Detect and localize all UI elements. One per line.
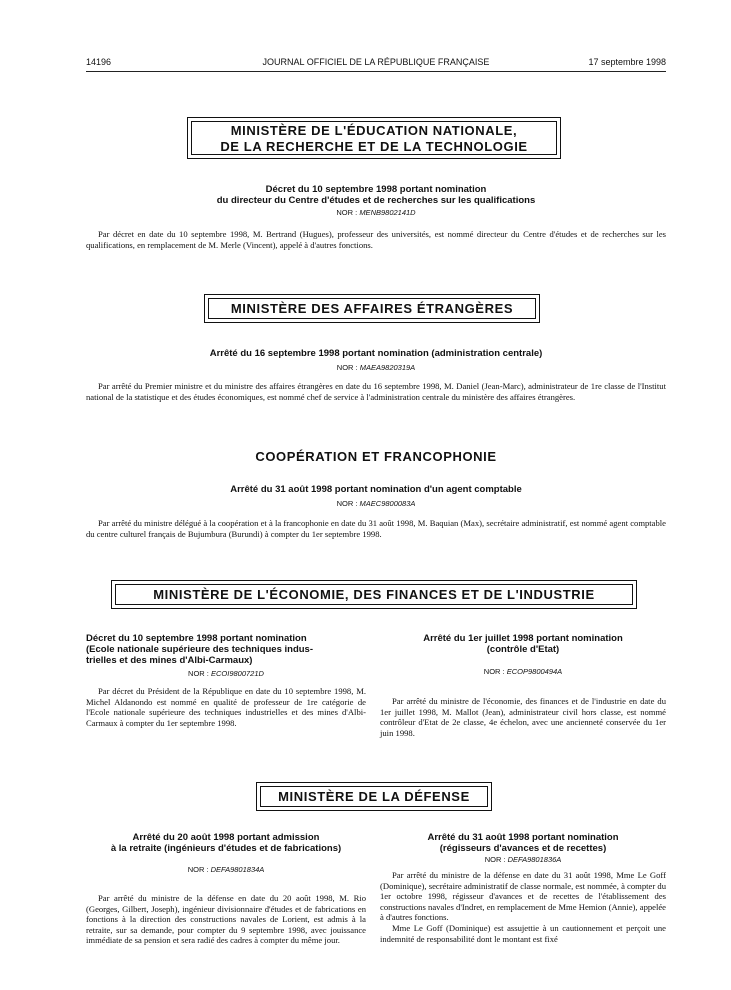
page-header	[86, 57, 666, 71]
decree-body: Par décret en date du 10 septembre 1998, M. Bertrand (Hugues), professeur des universités, est nommé directeur du Centre d'études et de recherches sur les qualifications, en remplacement de M. Merle (Vincent), appelé à d'autres fonctions.	[86, 229, 666, 250]
left-decree-title: Décret du 10 septembre 1998 portant nomination (Ecole nationale supérieure des techniques indus- trielles et des mines d'Albi-Carmaux)	[86, 633, 313, 666]
heading-inner-frame	[191, 121, 557, 155]
header-rule	[86, 71, 666, 72]
right-nor-reference: NOR : ECOP9800494A	[483, 667, 563, 676]
section-heading-foreign-affairs: MINISTÈRE DES AFFAIRES ÉTRANGÈRES	[204, 294, 540, 323]
page-number: 14196	[86, 57, 112, 67]
left-arrete-title: Arrêté du 20 août 1998 portant admission à la retraite (ingénieurs d'études et de fabrications)	[110, 832, 342, 854]
right-nor-reference: NOR : DEFA9801836A	[484, 855, 562, 864]
section-heading-cooperation: COOPÉRATION ET FRANCOPHONIE	[255, 449, 497, 464]
section-heading-defense: MINISTÈRE DE LA DÉFENSE	[256, 782, 492, 811]
right-arrete-body: Par arrêté du ministre de l'économie, des finances et de l'industrie en date du 1er juillet 1998, M. Mallot (Jean), administrateur civil hors classe, est nommé contrôleur d'Etat de 2e classe, 4e échelon, avec une ancienneté conservée du 1er juin 1998.	[380, 696, 666, 738]
heading-line-1: MINISTÈRE DE L'ÉDUCATION NATIONALE,	[230, 123, 518, 138]
nor-reference: NOR : MAEA9820319A	[336, 363, 416, 372]
arrete-title: Arrêté du 31 août 1998 portant nomination d'un agent comptable	[230, 484, 522, 495]
decree-title: Décret du 10 septembre 1998 portant nomination du directeur du Centre d'études et de recherches sur les qualifications	[216, 184, 536, 206]
journal-title: JOURNAL OFFICIEL DE LA RÉPUBLIQUE FRANÇAISE	[262, 57, 490, 67]
heading-inner-frame	[115, 584, 633, 605]
heading-line-2: DE LA RECHERCHE ET DE LA TECHNOLOGIE	[220, 139, 528, 154]
arrete-body: Par arrêté du ministre délégué à la coopération et à la francophonie en date du 31 août 1998, M. Baquian (Max), secrétaire administratif, est nommé agent comptable du centre culturel français de Bujumbura (Burundi) à compter du 1er septembre 1998.	[86, 518, 666, 539]
nor-reference: NOR : MENB9802141D	[336, 208, 416, 217]
left-decree-body: Par décret du Président de la République en date du 10 septembre 1998, M. Michel Aldanondo est nommé en qualité de professeur de 1re catégorie de l'Ecole nationale supérieure des techniques industrielles et des mines d'Albi-Carmaux à compter du 1er septembre 1998.	[86, 686, 366, 728]
left-nor-reference: NOR : ECOI9800721D	[188, 669, 264, 678]
left-nor-reference: NOR : DEFA9801834A	[187, 865, 265, 874]
section-heading-education	[187, 117, 561, 159]
section-heading-economy: MINISTÈRE DE L'ÉCONOMIE, DES FINANCES ET DE L'INDUSTRIE	[111, 580, 637, 609]
right-arrete-title: Arrêté du 31 août 1998 portant nomination (régisseurs d'avances et de recettes)	[427, 832, 619, 854]
nor-reference: NOR : MAEC9800083A	[336, 499, 416, 508]
publication-date: 17 septembre 1998	[588, 57, 666, 67]
right-arrete-body: Par arrêté du ministre de la défense en date du 31 août 1998, Mme Le Goff (Dominique), secrétaire administratif de classe normale, est nommée, à compter du 1er octobre 1998, régisseur d'avances et de recettes de l'établissement des constructions navales d'Indret, en remplacement de Mme Hemion (Annie), appelée à d'autres fonctions. Mme Le Goff (Dominique) est assujettie à un cautionnement et perçoit une indemnité de responsabilité dont le montant est fixé	[380, 870, 666, 944]
left-arrete-body: Par arrêté du ministre de la défense en date du 20 août 1998, M. Rio (Georges, Gilbert, Joseph), ingénieur divisionnaire d'études et de fabrications en fonctions à la direction des constructions navales de Lorient, est admis à la retraite, sur sa demande, pour compter du 9 septembre 1998, avec jouissance immédiate de sa pension et sera radié des cadres à compter du même jour.	[86, 893, 366, 946]
heading-inner-frame	[208, 298, 536, 319]
arrete-title: Arrêté du 16 septembre 1998 portant nomination (administration centrale)	[209, 348, 543, 359]
right-arrete-title: Arrêté du 1er juillet 1998 portant nomination (contrôle d'Etat)	[423, 633, 623, 655]
arrete-body: Par arrêté du Premier ministre et du ministre des affaires étrangères en date du 16 septembre 1998, M. Daniel (Jean-Marc), administrateur de 1re classe de l'Institut national de la statistique et des études économiques, est nommé chef de service à l'administration centrale du ministère des affaires étrangères.	[86, 381, 666, 402]
heading-inner-frame	[260, 786, 488, 807]
